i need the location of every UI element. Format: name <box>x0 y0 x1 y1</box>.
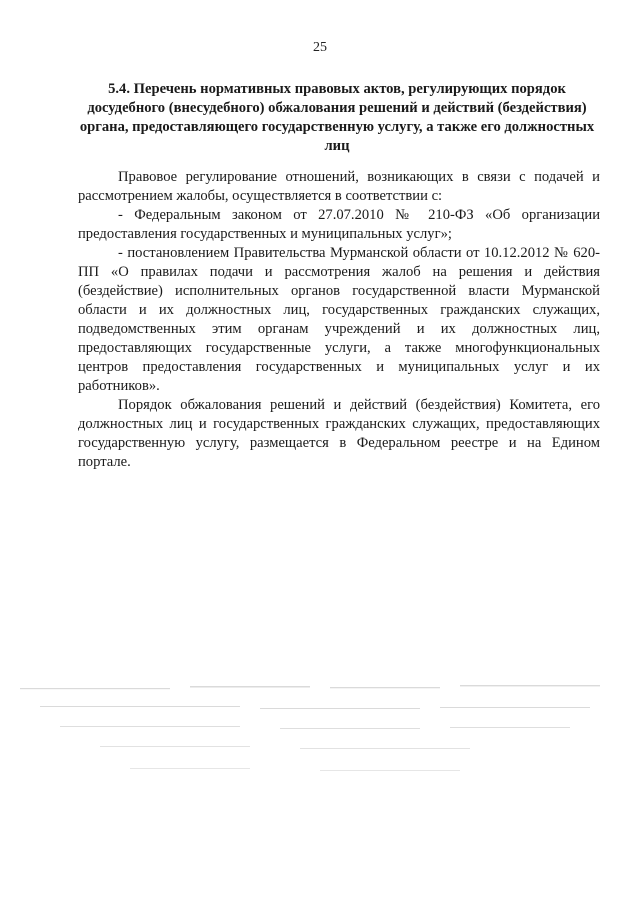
paragraph-legal-basis-intro: Правовое регулирование отношений, возникающих в связи с подачей и рассмотрением жалобы, осуществляется в соответствии с: <box>78 169 600 204</box>
section-heading: 5.4. Перечень нормативных правовых актов, регулирующих порядок досудебного (внесудебного) обжалования решений и действий (бездействия) органа, предоставляющего государственную услугу, а также его должностных лиц <box>79 81 595 154</box>
paragraph-government-decree: - постановлением Правительства Мурманской области от 10.12.2012 № 620-ПП «О правилах подачи и рассмотрения жалоб на решения и действия (бездействие) исполнительных органов государственной власти Мурманской области и их должностных лиц, государственных гражданских служащих, подведомственных этим органам учреждений и их должностных лиц, предоставляющих государственные услуги, а также многофункциональных центров предоставления государственных и муниципальных услуг и их работников». <box>78 245 600 394</box>
scan-bleed-through <box>0 660 640 810</box>
page-number: 25 <box>313 40 327 55</box>
paragraph-federal-law: - Федеральным законом от 27.07.2010 № 210-ФЗ «Об организации предоставления государственных и муниципальных услуг»; <box>78 207 600 242</box>
paragraph-appeal-procedure: Порядок обжалования решений и действий (бездействия) Комитета, его должностных лиц и государственных гражданских служащих, предоставляющих государственную услугу, размещается в Федеральном реестре и на Едином портале. <box>78 397 600 470</box>
body-text <box>78 168 600 472</box>
